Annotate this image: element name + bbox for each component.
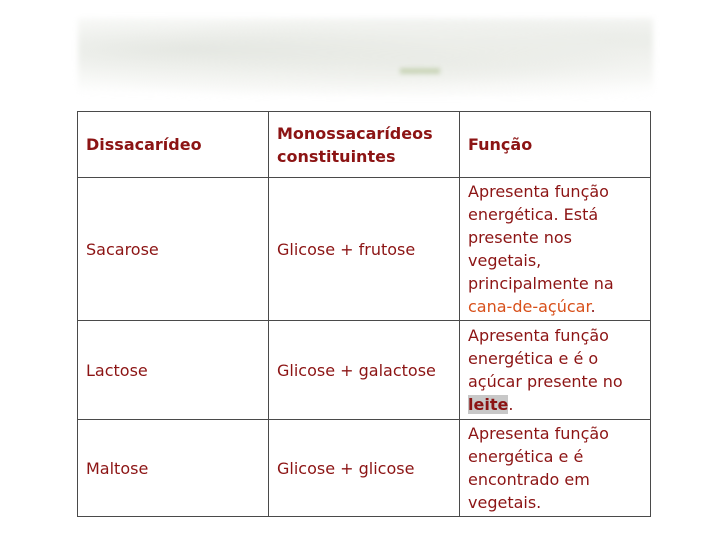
- function-text: Apresenta função energética e é o açúcar presente no: [468, 326, 623, 391]
- cell-function: [460, 178, 651, 321]
- function-highlight: cana-de-açúcar: [468, 297, 591, 316]
- table-header-row: [78, 112, 651, 178]
- function-end: .: [590, 297, 596, 316]
- cell-monosaccharides: Glicose + galactose: [269, 321, 460, 420]
- cell-monosaccharides: Glicose + glicose: [269, 420, 460, 517]
- header-disaccharide: Dissacarídeo: [78, 112, 269, 178]
- disaccharides-table: [77, 111, 651, 517]
- function-text: Apresenta função energética e é encontrado em vegetais.: [468, 424, 609, 512]
- table-row: [78, 178, 651, 321]
- table-row: [78, 321, 651, 420]
- cell-monosaccharides: Glicose + frutose: [269, 178, 460, 321]
- function-highlight: leite: [468, 395, 509, 414]
- cell-disaccharide: Sacarose: [78, 178, 269, 321]
- cell-function: [460, 420, 651, 517]
- function-text: Apresenta função energética. Está presente nos vegetais, principalmente na: [468, 182, 614, 293]
- faded-mark: [400, 68, 440, 74]
- cell-disaccharide: Lactose: [78, 321, 269, 420]
- function-end: .: [508, 395, 514, 414]
- header-function: Função: [460, 112, 651, 178]
- faded-header-smudge: [78, 18, 653, 96]
- cell-function: [460, 321, 651, 420]
- cell-disaccharide: Maltose: [78, 420, 269, 517]
- table-row: [78, 420, 651, 517]
- header-monosaccharides: Monossacarídeos constituintes: [269, 112, 460, 178]
